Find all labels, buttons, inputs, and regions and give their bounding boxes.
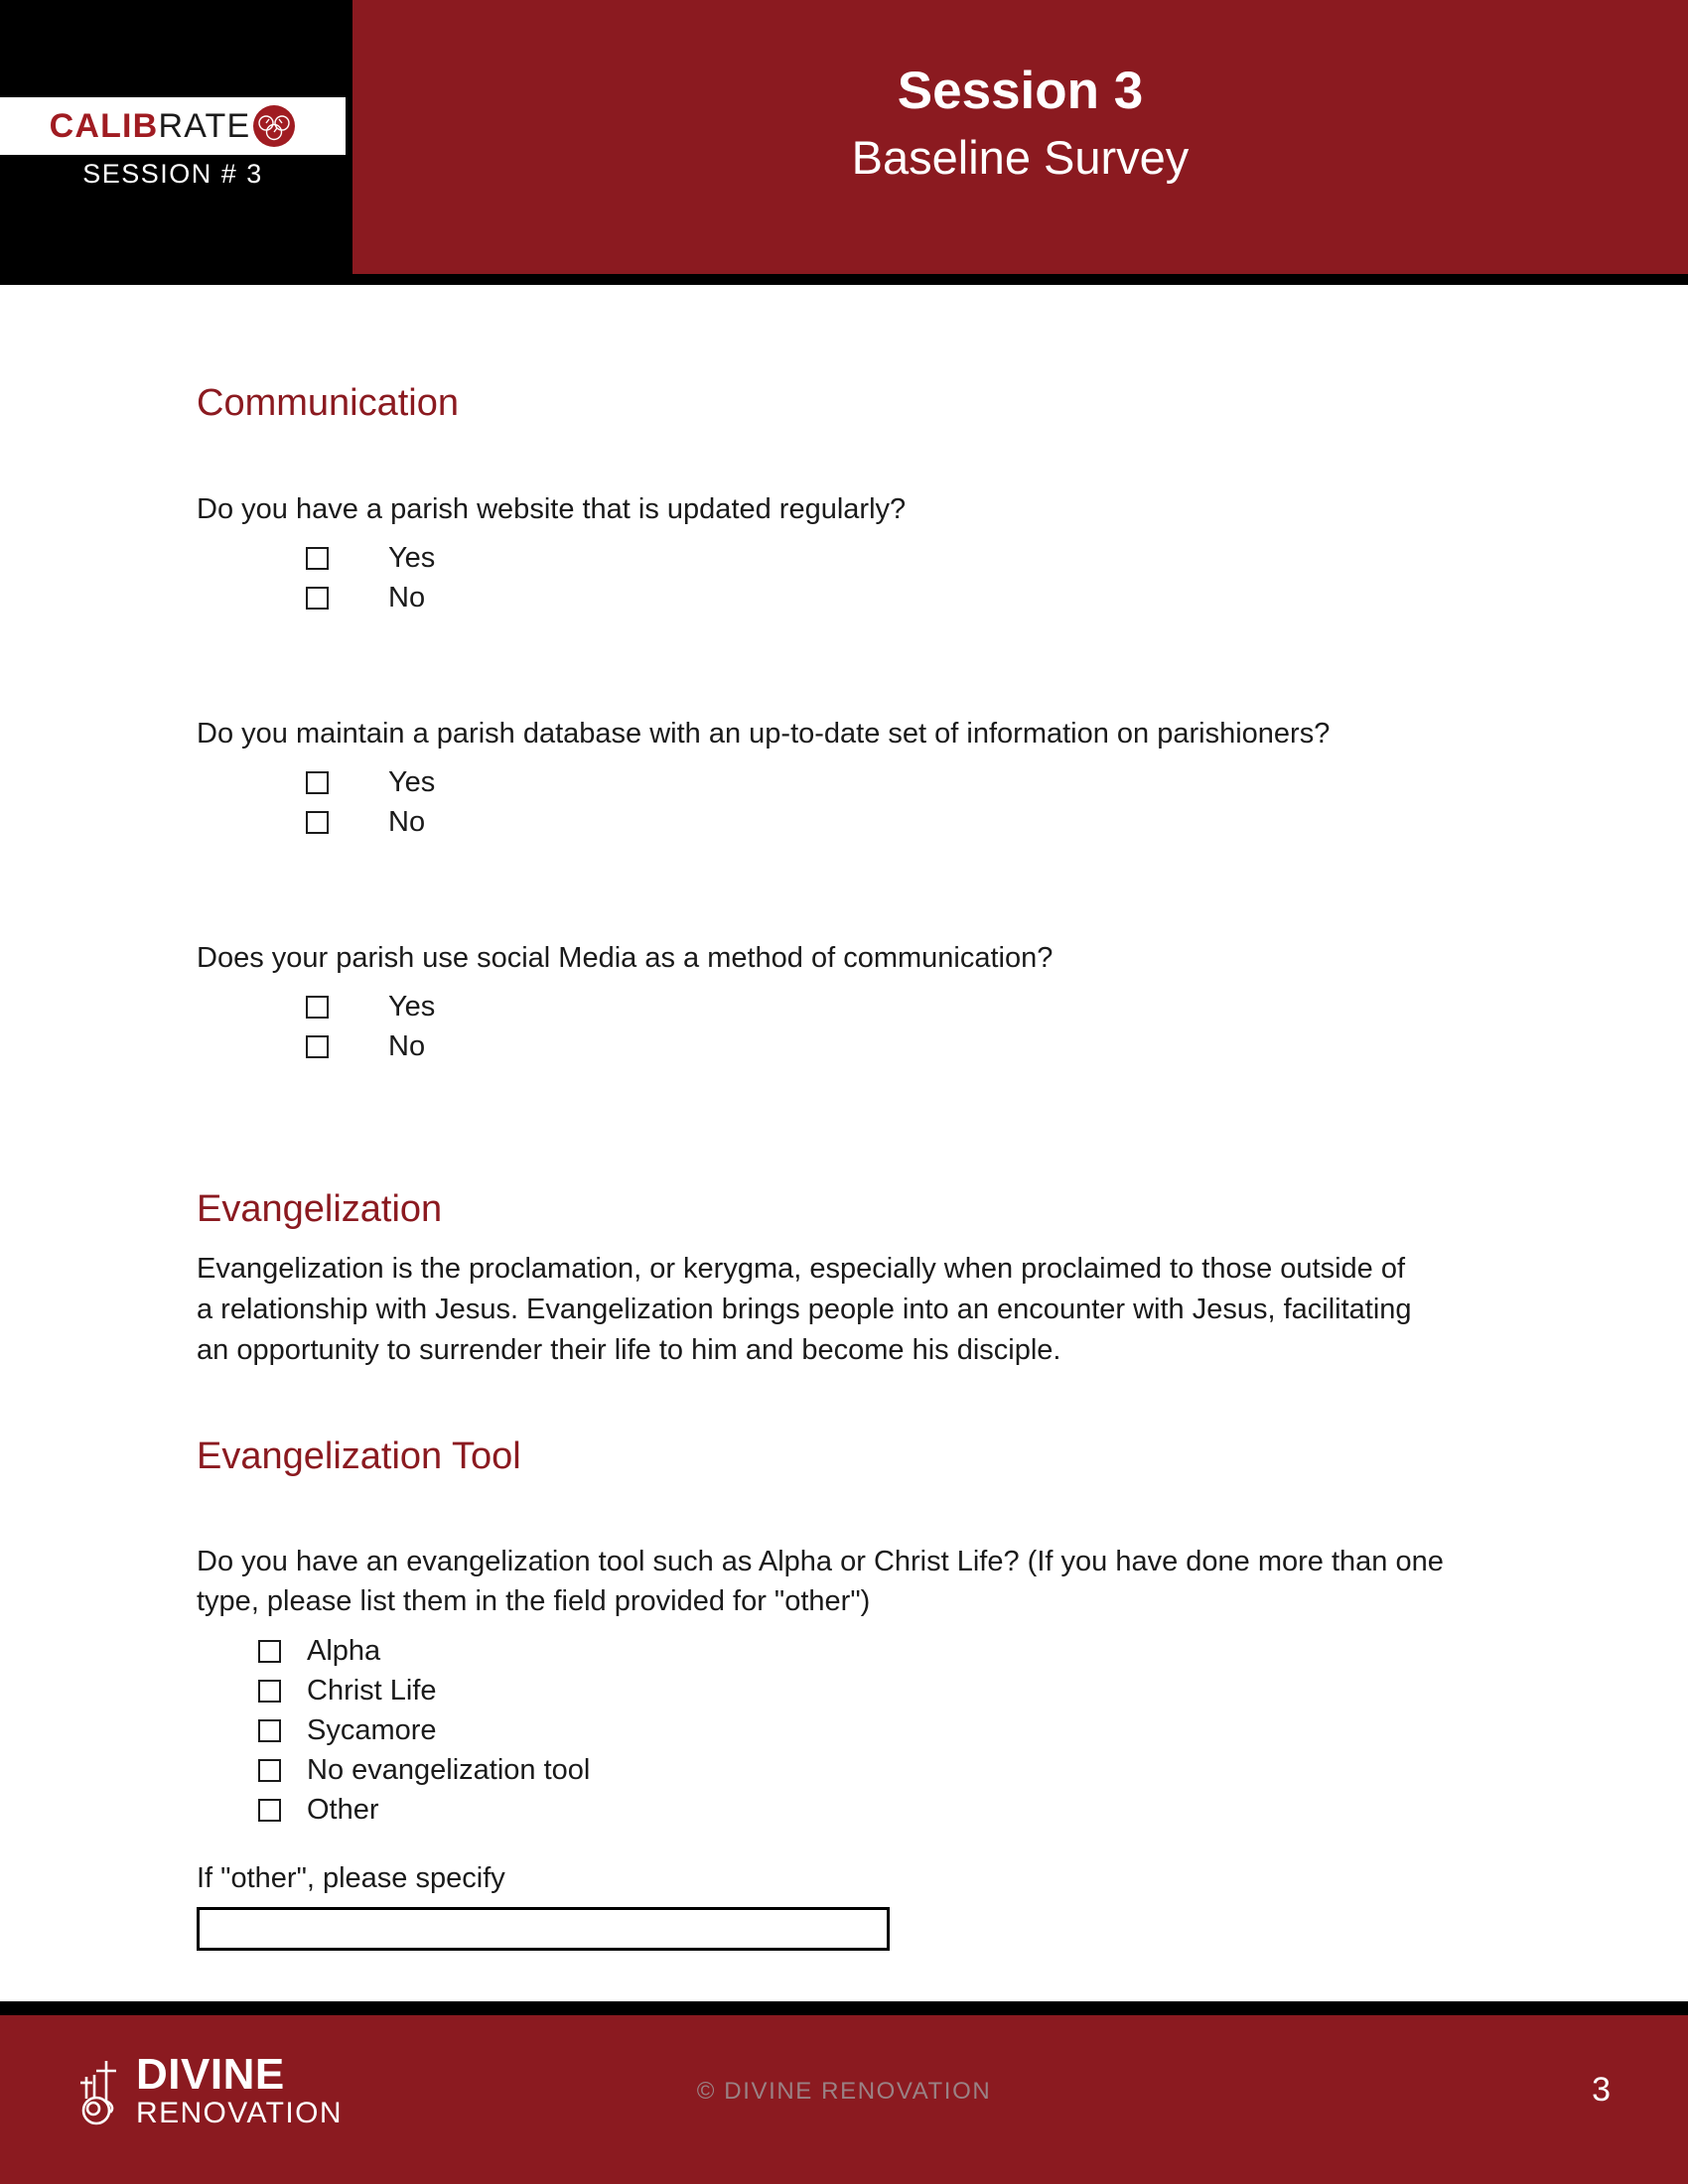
header-title-group xyxy=(352,62,1688,186)
page-title: Session 3 xyxy=(897,62,1144,120)
option-row[interactable] xyxy=(197,579,1688,618)
copyright-notice: © DIVINE RENOVATION xyxy=(696,2078,992,2105)
option-row[interactable] xyxy=(197,539,1688,579)
option-row[interactable] xyxy=(197,1750,1688,1790)
option-label: Alpha xyxy=(307,1634,381,1667)
checkbox-icon[interactable] xyxy=(258,1640,281,1663)
calibrate-wordmark-rate: RATE xyxy=(158,107,251,145)
checkbox-icon[interactable] xyxy=(306,587,329,610)
calibrate-logo xyxy=(0,97,346,155)
checkbox-icon[interactable] xyxy=(258,1799,281,1822)
page-number: 3 xyxy=(1592,2071,1611,2109)
option-label: Yes xyxy=(388,991,436,1024)
option-row[interactable] xyxy=(197,803,1688,843)
other-specify-label: If "other", please specify xyxy=(197,1862,505,1895)
question-text: Do you maintain a parish database with an up-to-date set of information on parishioners? xyxy=(197,717,1331,750)
option-label: Sycamore xyxy=(307,1713,437,1746)
option-label: Yes xyxy=(388,766,436,799)
question-block-social-media xyxy=(197,938,1688,1067)
question-text: Do you have an evangelization tool such as Alpha or Christ Life? (If you have done more than one type, please list them in the field provided for "other") xyxy=(197,1546,1444,1618)
option-label: No xyxy=(388,1030,426,1063)
session-number-label: SESSION # 3 xyxy=(82,159,263,189)
option-row[interactable] xyxy=(197,1710,1688,1750)
checkbox-icon[interactable] xyxy=(306,996,329,1019)
question-text: Does your parish use social Media as a method of communication? xyxy=(197,941,1054,974)
section-heading-communication: Communication xyxy=(197,382,459,424)
footer-divider xyxy=(0,2001,1688,2015)
logo-text-renovation: RENOVATION xyxy=(136,2097,343,2129)
option-row[interactable] xyxy=(197,1027,1688,1067)
option-row[interactable] xyxy=(197,1631,1688,1671)
checkbox-icon[interactable] xyxy=(258,1759,281,1782)
gauge-dials-icon xyxy=(252,104,296,148)
checkbox-icon[interactable] xyxy=(258,1719,281,1742)
page-header xyxy=(0,0,1688,274)
question-block-evangelization-tool xyxy=(197,1542,1688,1830)
logo-text-divine: DIVINE xyxy=(136,2050,285,2099)
checkbox-icon[interactable] xyxy=(306,547,329,570)
calibrate-wordmark-calib: CALIB xyxy=(49,107,159,145)
calibrate-wordmark xyxy=(50,109,251,143)
option-label: Other xyxy=(307,1793,379,1826)
option-group-social-media xyxy=(197,988,1688,1067)
option-label: Christ Life xyxy=(307,1674,437,1706)
header-divider xyxy=(0,274,1688,285)
document-content xyxy=(0,285,1688,1951)
option-label: No xyxy=(388,806,426,839)
section-heading-evangelization: Evangelization xyxy=(197,1187,443,1230)
option-row[interactable] xyxy=(197,763,1688,803)
option-group-database xyxy=(197,763,1688,843)
page-subtitle: Baseline Survey xyxy=(851,130,1190,184)
question-block-website xyxy=(197,489,1688,618)
question-text: Do you have a parish website that is updated regularly? xyxy=(197,492,907,525)
option-label: Yes xyxy=(388,542,436,575)
page-footer xyxy=(0,2015,1688,2184)
checkbox-icon[interactable] xyxy=(306,811,329,834)
option-label: No evangelization tool xyxy=(307,1753,591,1786)
option-row[interactable] xyxy=(197,1790,1688,1830)
checkbox-icon[interactable] xyxy=(258,1680,281,1703)
option-group-evangelization-tool xyxy=(197,1631,1688,1830)
section-heading-evangelization-tool: Evangelization Tool xyxy=(197,1434,521,1477)
question-block-database xyxy=(197,714,1688,843)
other-specify-input[interactable] xyxy=(197,1907,890,1951)
evangelization-description: Evangelization is the proclamation, or kerygma, especially when proclaimed to those outside of a relationship with Jesus. Evangelization brings people into an encounter with Jesus, facilitating an opportunity to surrender their life to him and become his disciple. xyxy=(197,1253,1412,1367)
option-label: No xyxy=(388,582,426,614)
checkbox-icon[interactable] xyxy=(306,1035,329,1058)
checkbox-icon[interactable] xyxy=(306,771,329,794)
other-specify-field-group xyxy=(197,1859,1688,1951)
option-row[interactable] xyxy=(197,1671,1688,1710)
option-group-website xyxy=(197,539,1688,618)
option-row[interactable] xyxy=(197,988,1688,1027)
